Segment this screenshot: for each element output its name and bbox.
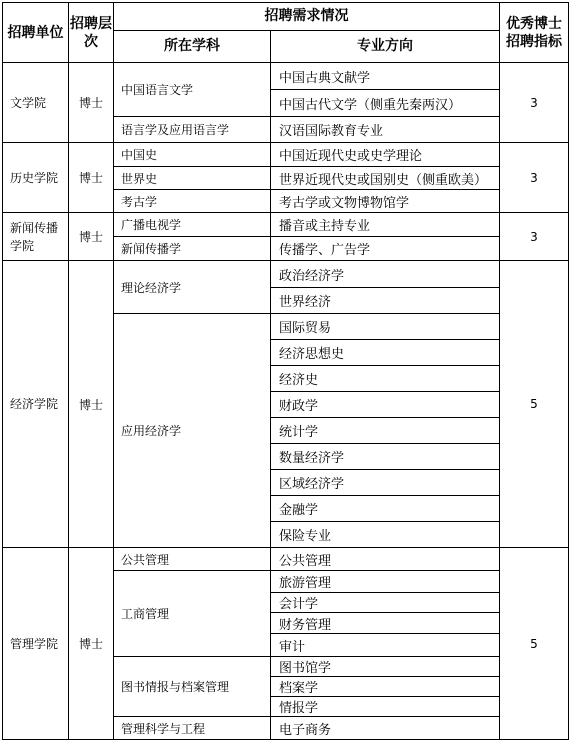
- table-row: [3, 63, 569, 90]
- discipline-cell: 世界史: [114, 167, 271, 190]
- discipline-cell: 应用经济学: [114, 314, 271, 548]
- discipline-cell: 考古学: [114, 190, 271, 213]
- quota-cell: 3: [500, 213, 569, 261]
- direction-cell: 区域经济学: [271, 470, 500, 496]
- direction-cell: 传播学、广告学: [271, 237, 500, 261]
- discipline-cell: 中国史: [114, 143, 271, 167]
- direction-cell: 世界近现代史或国别史（侧重欧美）: [271, 167, 500, 190]
- direction-cell: 会计学: [271, 593, 500, 613]
- unit-cell: 新闻传播学院: [3, 213, 69, 261]
- discipline-cell: 新闻传播学: [114, 237, 271, 261]
- header-level: 招聘层次: [69, 3, 114, 63]
- direction-cell: 电子商务: [271, 717, 500, 740]
- unit-cell: 经济学院: [3, 261, 69, 548]
- discipline-cell: 理论经济学: [114, 261, 271, 314]
- level-cell: 博士: [69, 548, 114, 740]
- discipline-cell: 图书情报与档案管理: [114, 657, 271, 717]
- discipline-cell: 语言学及应用语言学: [114, 117, 271, 143]
- header-direction: 专业方向: [271, 31, 500, 63]
- table-row: [3, 548, 569, 571]
- direction-cell: 公共管理: [271, 548, 500, 571]
- direction-cell: 经济思想史: [271, 340, 500, 366]
- direction-cell: 数量经济学: [271, 444, 500, 470]
- direction-cell: 金融学: [271, 496, 500, 522]
- level-cell: 博士: [69, 213, 114, 261]
- direction-cell: 档案学: [271, 677, 500, 697]
- table-row: [3, 143, 569, 167]
- direction-cell: 政治经济学: [271, 261, 500, 288]
- direction-cell: 中国古典文献学: [271, 63, 500, 90]
- direction-cell: 汉语国际教育专业: [271, 117, 500, 143]
- discipline-cell: 广播电视学: [114, 213, 271, 237]
- direction-cell: 情报学: [271, 697, 500, 717]
- direction-cell: 考古学或文物博物馆学: [271, 190, 500, 213]
- discipline-cell: 工商管理: [114, 571, 271, 657]
- header-unit: 招聘单位: [3, 3, 69, 63]
- header-quota: 优秀博士招聘指标: [500, 3, 569, 63]
- direction-cell: 经济史: [271, 366, 500, 392]
- direction-cell: 审计: [271, 634, 500, 657]
- direction-cell: 图书馆学: [271, 657, 500, 677]
- quota-cell: 3: [500, 63, 569, 143]
- header-demand: 招聘需求情况: [114, 3, 500, 31]
- table-row: [3, 213, 569, 237]
- quota-cell: 5: [500, 261, 569, 548]
- level-cell: 博士: [69, 261, 114, 548]
- direction-cell: 财务管理: [271, 613, 500, 634]
- table-row: [3, 261, 569, 288]
- header-discipline: 所在学科: [114, 31, 271, 63]
- unit-cell: 文学院: [3, 63, 69, 143]
- level-cell: 博士: [69, 143, 114, 213]
- direction-cell: 中国近现代史或史学理论: [271, 143, 500, 167]
- quota-cell: 5: [500, 548, 569, 740]
- quota-cell: 3: [500, 143, 569, 213]
- direction-cell: 统计学: [271, 418, 500, 444]
- direction-cell: 世界经济: [271, 288, 500, 314]
- discipline-cell: 中国语言文学: [114, 63, 271, 117]
- direction-cell: 财政学: [271, 392, 500, 418]
- direction-cell: 保险专业: [271, 522, 500, 548]
- direction-cell: 中国古代文学（侧重先秦两汉）: [271, 90, 500, 117]
- table-body: [3, 63, 569, 740]
- discipline-cell: 管理科学与工程: [114, 717, 271, 740]
- discipline-cell: 公共管理: [114, 548, 271, 571]
- unit-cell: 历史学院: [3, 143, 69, 213]
- direction-cell: 播音或主持专业: [271, 213, 500, 237]
- unit-cell: 管理学院: [3, 548, 69, 740]
- recruitment-table: [2, 2, 569, 740]
- level-cell: 博士: [69, 63, 114, 143]
- direction-cell: 旅游管理: [271, 571, 500, 593]
- direction-cell: 国际贸易: [271, 314, 500, 340]
